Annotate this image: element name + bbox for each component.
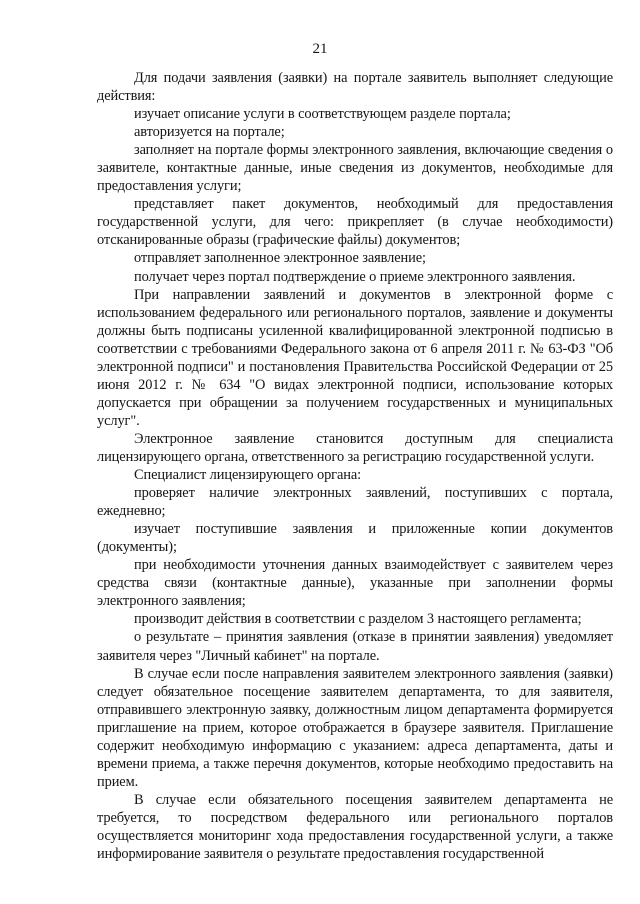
list-item-study-applications: изучает поступившие заявления и приложенные копии документов (документы); <box>97 521 613 556</box>
list-item-notify-result: о результате – принятия заявления (отказе в принятии заявления) уведомляет заявителя через "Личный кабинет" на портале. <box>97 629 613 664</box>
paragraph-no-visit: В случае если обязательного посещения заявителем департамента не требуется, то посредством федерального или регионального порталов осуществляется мониторинг хода предоставления государственной услуги, а также информирование заявителя о результате предоставления государственной <box>97 791 613 863</box>
document-body <box>97 69 613 863</box>
list-item-study-description: изучает описание услуги в соответствующем разделе портала; <box>134 106 511 123</box>
list-item-send-application: отправляет заполненное электронное заявление; <box>134 250 426 267</box>
list-item-receive-confirmation: получает через портал подтверждение о приеме электронного заявления. <box>134 268 576 285</box>
paragraph-availability: Электронное заявление становится доступным для специалиста лицензирующего органа, ответственного за регистрацию государственной услуги. <box>97 430 613 465</box>
list-item-check-daily: проверяет наличие электронных заявлений, поступивших с портала, ежедневно; <box>97 485 613 520</box>
paragraph-intro: Для подачи заявления (заявки) на портале заявитель выполняет следующие действия: <box>97 70 613 105</box>
paragraph-electronic-signature: При направлении заявлений и документов в электронной форме с использованием федерального или регионального порталов, заявление и документы должны быть подписаны усиленной квалифицированной электронной подписью в соответствии с требованиями Федерального закона от 6 апреля 2011 г. № 63-ФЗ "Об электронной подписи" и постановления Правительства Российской Федерации от 25 июня 2012 г. № 634 "О видах электронной подписи, использование которых допускается при обращении за получением государственных и муниципальных услуг". <box>97 286 613 429</box>
paragraph-specialist: Специалист лицензирующего органа: <box>134 467 362 484</box>
list-item-perform-actions: производит действия в соответствии с разделом 3 настоящего регламента; <box>134 611 582 628</box>
list-item-fill-forms: заполняет на портале формы электронного заявления, включающие сведения о заявителе, контактные данные, иные сведения из документов, необходимые для предоставления услуги; <box>97 142 613 195</box>
page-number: 21 <box>312 41 328 57</box>
paragraph-mandatory-visit: В случае если после направления заявителем электронного заявления (заявки) следует обязательное посещение заявителем департамента, то для заявителя, отправившего электронную заявку, должностным лицом департамента формируется приглашение на прием, которое отображается в браузере заявителя. Приглашение содержит необходимую информацию с указанием: адреса департамента, даты и времени приема, а также перечня документов, которые необходимо предоставить на прием. <box>97 665 613 790</box>
list-item-submit-documents: представляет пакет документов, необходимый для предоставления государственной услуги, для чего: прикрепляет (в случае необходимости) отсканированные образы (графические файлы) документов; <box>97 196 613 249</box>
list-item-clarify-data: при необходимости уточнения данных взаимодействует с заявителем через средства связи (контактные данные), указанные при заполнении формы электронного заявления; <box>97 557 613 610</box>
list-item-authorize: авторизуется на портале; <box>134 124 285 141</box>
